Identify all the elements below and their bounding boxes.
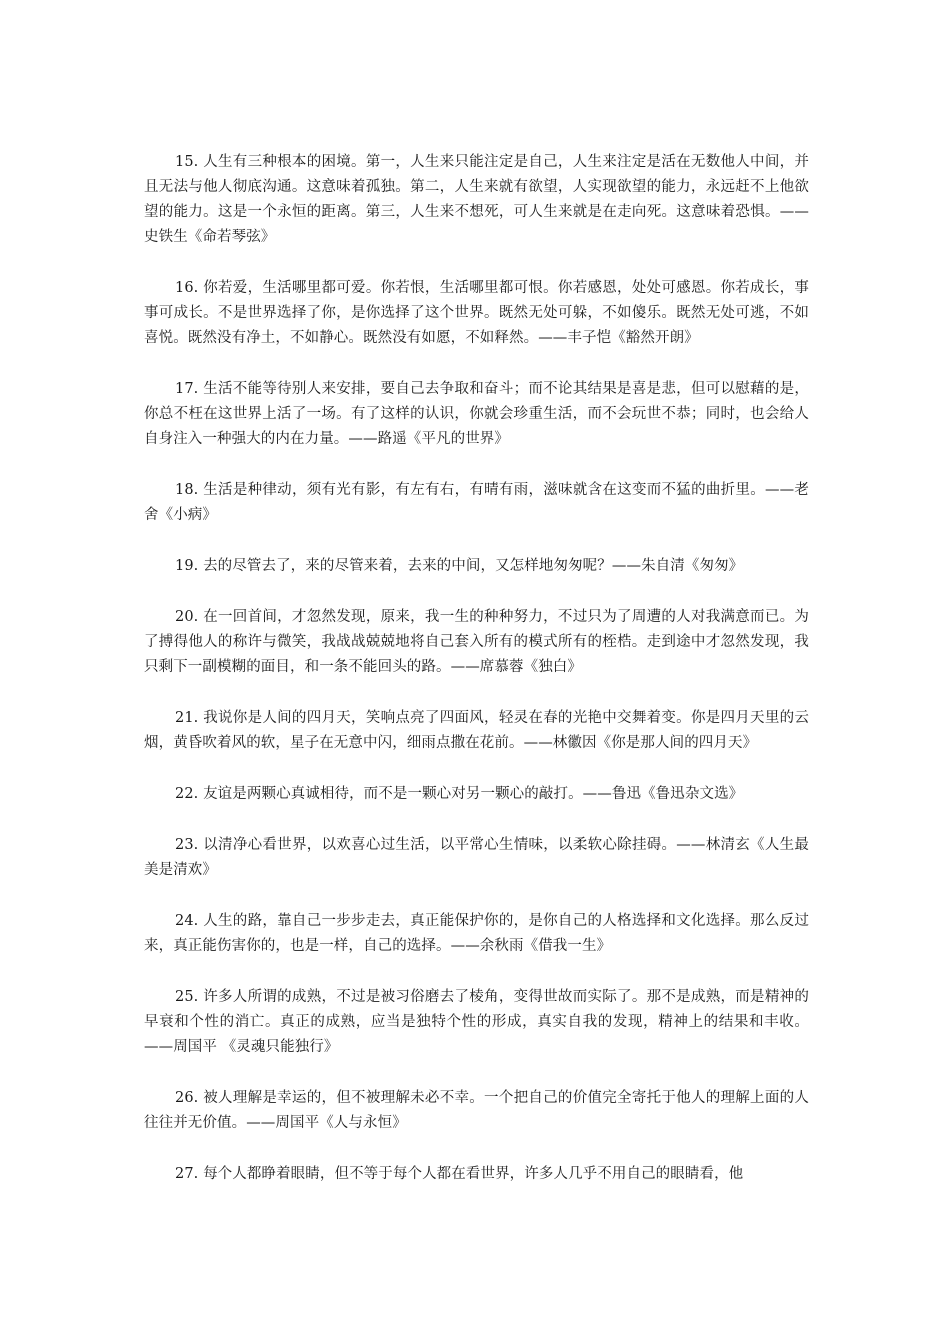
quote-paragraph-27: 27. 每个人都睁着眼睛，但不等于每个人都在看世界，许多人几乎不用自己的眼睛看，他 <box>175 1166 744 1182</box>
quote-paragraph-26: 26. 被人理解是幸运的，但不被理解未必不幸。一个把自己的价值完全寄托于他人的理解上面的人往往并无价值。——周国平《人与永恒》 <box>144 1090 809 1131</box>
quote-paragraph-23: 23. 以清净心看世界，以欢喜心过生活，以平常心生情味，以柔软心除挂碍。——林清玄《人生最美是清欢》 <box>144 837 809 878</box>
quote-paragraph-20: 20. 在一回首间，才忽然发现，原来，我一生的种种努力，不过只为了周遭的人对我满意而已。为了搏得他人的称许与微笑，我战战兢兢地将自己套入所有的模式所有的桎梏。走到途中才忽然发现，我只剩下一副模糊的面目，和一条不能回头的路。——席慕蓉《独白》 <box>144 609 809 675</box>
quote-paragraph-19: 19. 去的尽管去了，来的尽管来着，去来的中间，又怎样地匆匆呢？——朱自清《匆匆》 <box>175 558 744 574</box>
quote-paragraph-17: 17. 生活不能等待别人来安排，要自己去争取和奋斗；而不论其结果是喜是悲，但可以慰藉的是，你总不枉在这世界上活了一场。有了这样的认识，你就会珍重生活，而不会玩世不恭；同时，也会给人自身注入一种强大的内在力量。——路遥《平凡的世界》 <box>144 381 809 447</box>
quote-paragraph-22: 22. 友谊是两颗心真诚相待，而不是一颗心对另一颗心的敲打。——鲁迅《鲁迅杂文选》 <box>175 786 744 802</box>
quote-paragraph-16: 16. 你若爱，生活哪里都可爱。你若恨，生活哪里都可恨。你若感恩，处处可感恩。你若成长，事事可成长。不是世界选择了你，是你选择了这个世界。既然无处可躲，不如傻乐。既然无处可逃，不如喜悦。既然没有净土，不如静心。既然没有如愿，不如释然。——丰子恺《豁然开朗》 <box>144 280 809 346</box>
quote-paragraph-21: 21. 我说你是人间的四月天，笑响点亮了四面风，轻灵在春的光艳中交舞着变。你是四月天里的云烟，黄昏吹着风的软，星子在无意中闪，细雨点撒在花前。——林徽因《你是那人间的四月天》 <box>144 710 809 751</box>
quote-paragraph-25: 25. 许多人所谓的成熟，不过是被习俗磨去了棱角，变得世故而实际了。那不是成熟，而是精神的早衰和个性的消亡。真正的成熟，应当是独特个性的形成，真实自我的发现，精神上的结果和丰收。——周国平 《灵魂只能独行》 <box>144 989 809 1055</box>
quote-paragraph-15: 15. 人生有三种根本的困境。第一，人生来只能注定是自己，人生来注定是活在无数他人中间，并且无法与他人彻底沟通。这意味着孤独。第二，人生来就有欲望，人实现欲望的能力，永远赶不上他欲望的能力。这是一个永恒的距离。第三，人生来不想死，可人生来就是在走向死。这意味着恐惧。——史铁生《命若琴弦》 <box>144 154 809 245</box>
document-body <box>144 150 809 1213</box>
quote-paragraph-24: 24. 人生的路，靠自己一步步走去，真正能保护你的，是你自己的人格选择和文化选择。那么反过来，真正能伤害你的，也是一样，自己的选择。——余秋雨《借我一生》 <box>144 913 809 954</box>
quote-paragraph-18: 18. 生活是种律动，须有光有影，有左有右，有晴有雨，滋味就含在这变而不猛的曲折里。——老舍《小病》 <box>144 482 809 523</box>
